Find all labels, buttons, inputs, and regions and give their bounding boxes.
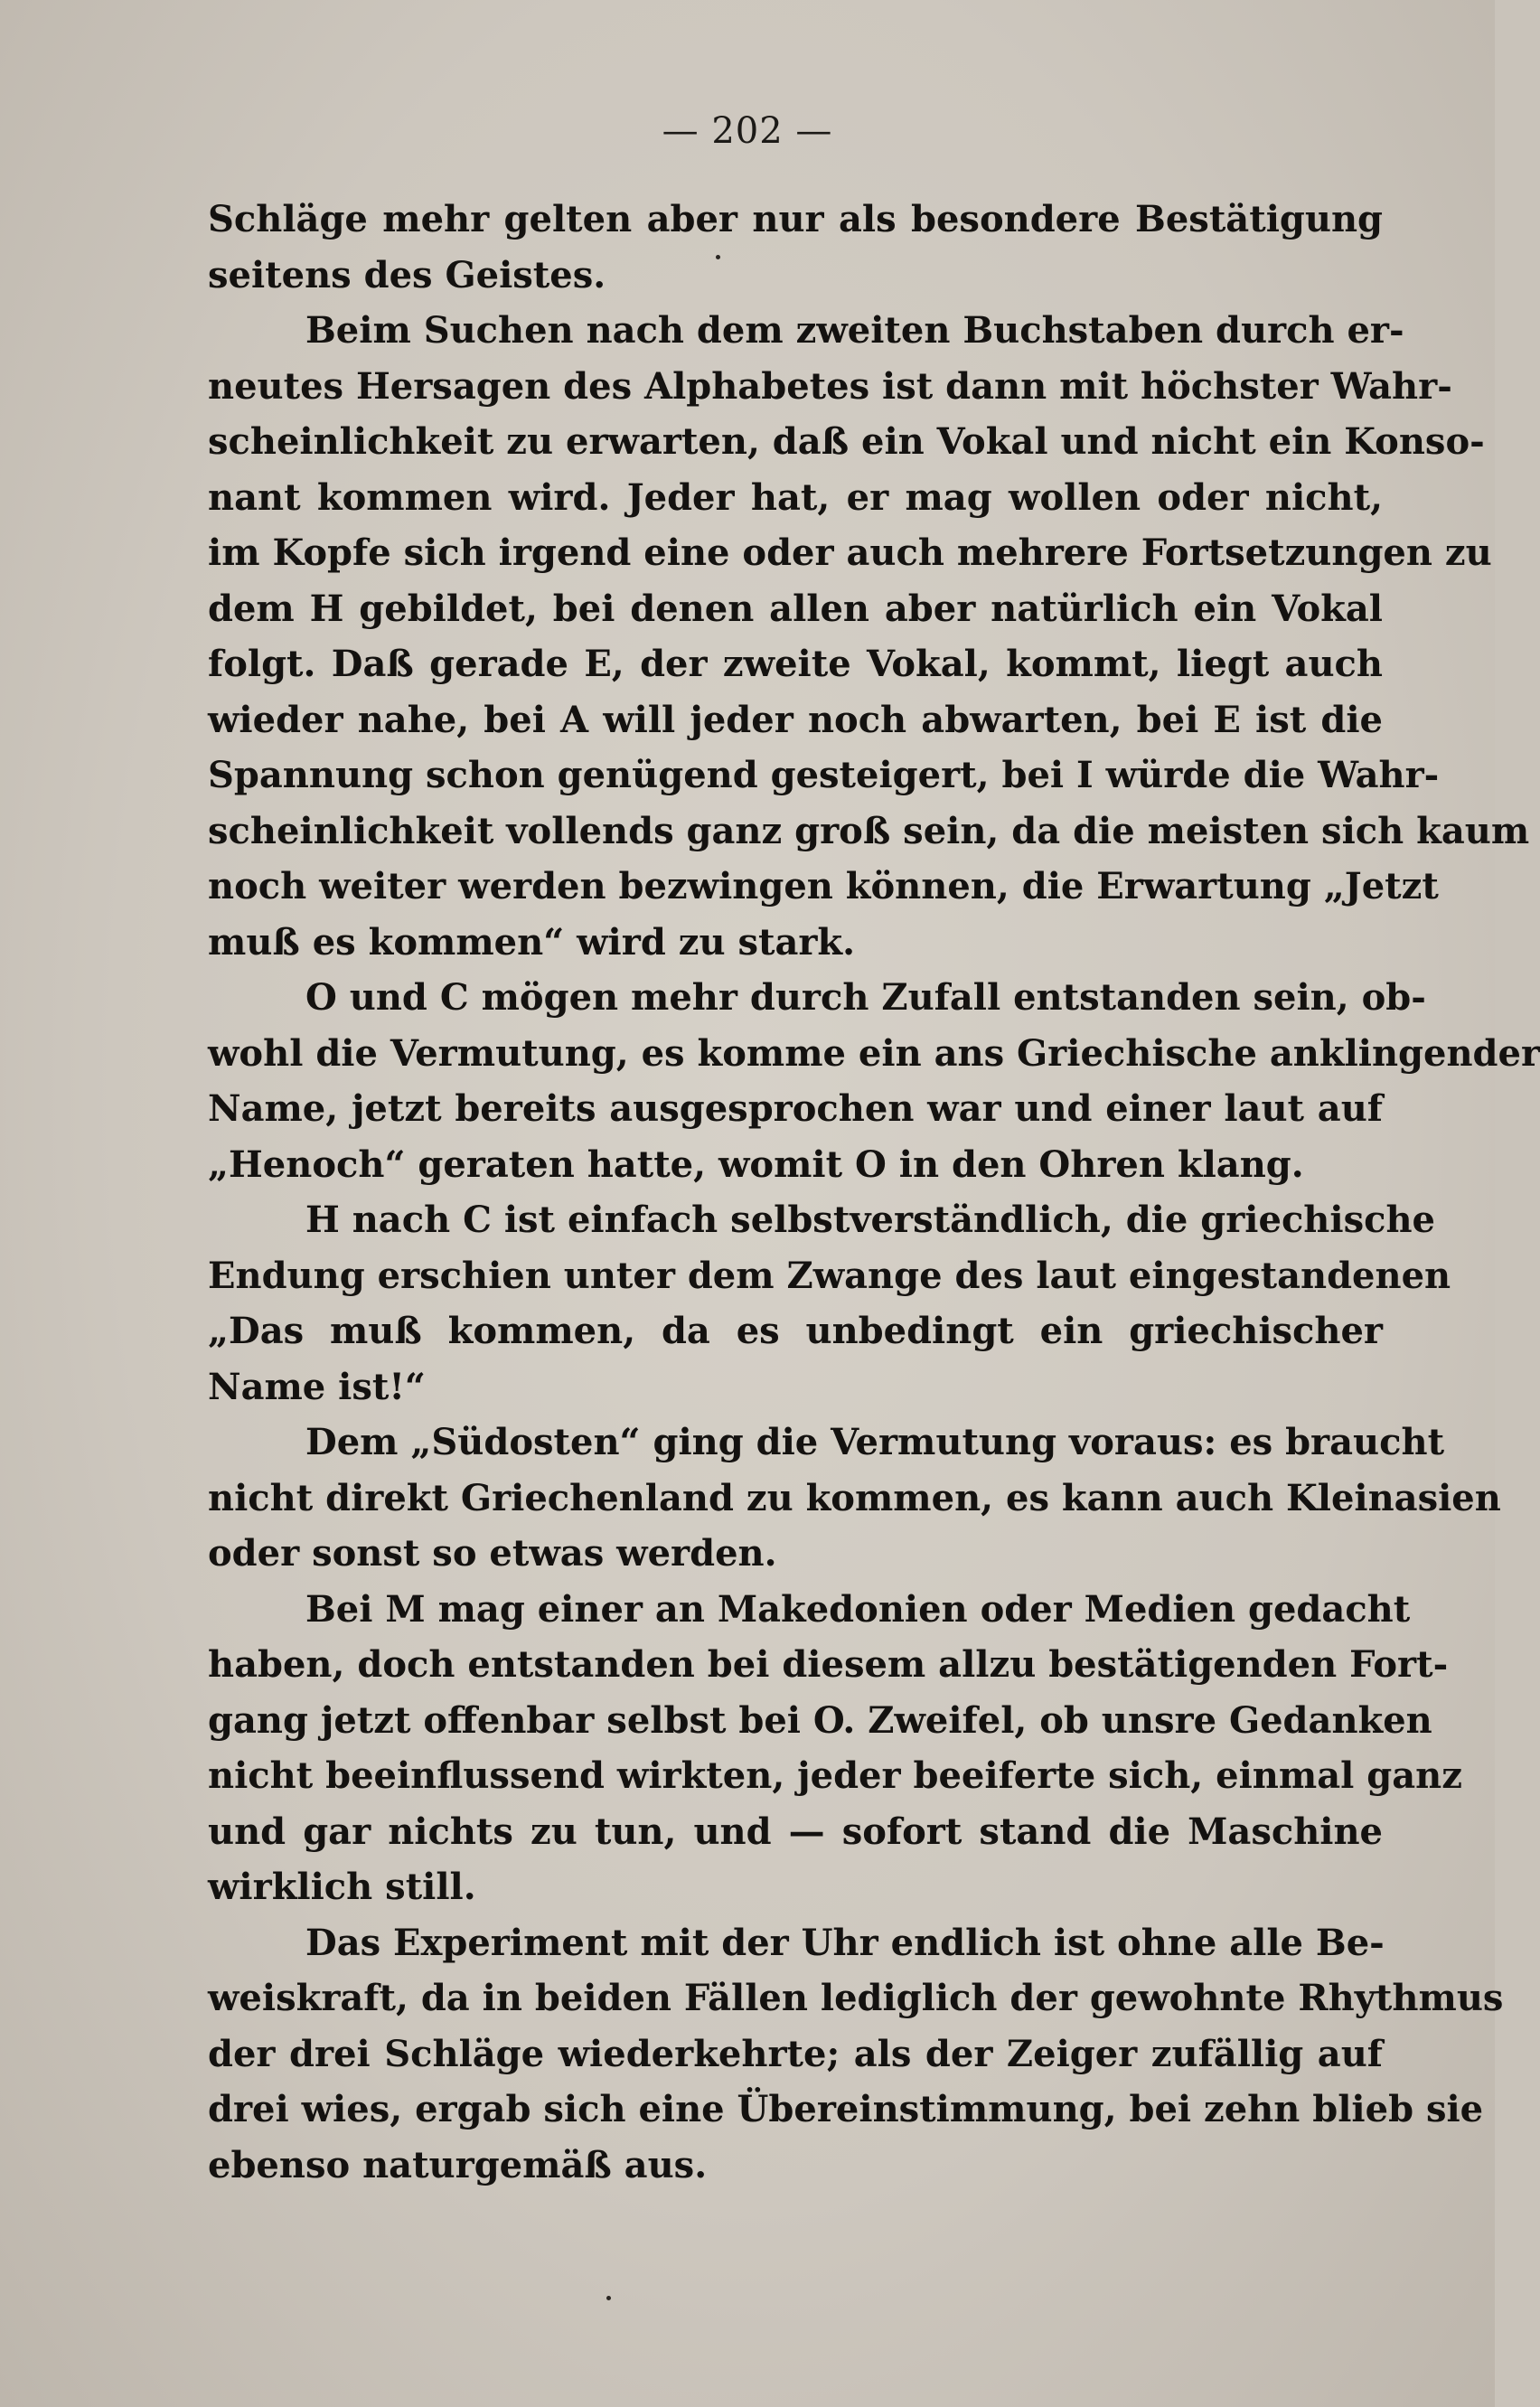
text-line: Das Experiment mit der Uhr endlich ist ohne alle Be- — [305, 1921, 1385, 1964]
text-line: oder sonst so etwas werden. — [208, 1532, 777, 1575]
text-line: muß es kommen“ wird zu stark. — [208, 920, 856, 964]
text-line: neutes Hersagen des Alphabetes ist dann mit höchster Wahr- — [208, 364, 1452, 408]
text-line: folgt. Daß gerade E, der zweite Vokal, kommt, liegt auch — [208, 643, 1383, 685]
text-line: Name ist!“ — [208, 1365, 426, 1408]
text-line: wirklich still. — [208, 1866, 476, 1908]
body-text — [208, 192, 1540, 2193]
paragraph — [208, 1192, 1451, 1415]
paragraph — [208, 1415, 1501, 1582]
text-line: im Kopfe sich irgend eine oder auch mehrere Fortsetzungen zu — [208, 531, 1492, 574]
text-line: „Das muß kommen, da es unbedingt ein griechischer — [208, 1310, 1383, 1352]
paragraph — [208, 1915, 1504, 2194]
text-line: Endung erschien unter dem Zwange des laut eingestandenen — [208, 1254, 1451, 1297]
text-line: Name, jetzt bereits ausgesprochen war und einer laut auf — [208, 1087, 1383, 1130]
text-line: dem H gebildet, bei denen allen aber natürlich ein Vokal — [208, 587, 1383, 630]
text-line: haben, doch entstanden bei diesem allzu bestätigenden Fort- — [208, 1643, 1449, 1686]
text-line: Spannung schon genügend gesteigert, bei I würde die Wahr- — [208, 754, 1440, 796]
text-line: Dem „Südosten“ ging die Vermutung voraus: es braucht — [305, 1421, 1445, 1463]
text-line: nant kommen wird. Jeder hat, er mag wollen oder nicht, — [208, 475, 1383, 519]
page-number: — 202 — — [662, 110, 833, 152]
text-line: ebenso naturgemäß aus. — [208, 2143, 708, 2186]
text-line: Schläge mehr gelten aber nur als besondere Bestätigung — [208, 198, 1383, 240]
text-line: der drei Schläge wiederkehrte; als der Zeiger zufällig auf — [208, 2032, 1383, 2075]
text-line: O und C mögen mehr durch Zufall entstanden sein, ob- — [305, 976, 1426, 1019]
text-line: wohl die Vermutung, es komme ein ans Griechische anklingender — [208, 1031, 1540, 1075]
text-line: Beim Suchen nach dem zweiten Buchstaben durch er- — [305, 309, 1404, 352]
text-line: „Henoch“ geraten hatte, womit O in den Ohren klang. — [208, 1142, 1304, 1186]
text-line: drei wies, ergab sich eine Übereinstimmung, bei zehn blieb sie — [208, 2088, 1484, 2130]
text-line: nicht beeinflussend wirkten, jeder beeiferte sich, einmal ganz — [208, 1754, 1462, 1797]
text-line: scheinlichkeit vollends ganz groß sein, da die meisten sich kaum — [208, 809, 1530, 852]
text-line: weiskraft, da in beiden Fällen lediglich der gewohnte Rhythmus — [208, 1977, 1504, 2019]
text-line: noch weiter werden bezwingen können, die Erwartung „Jetzt — [208, 865, 1439, 907]
paragraph — [208, 192, 1383, 303]
ink-speck — [716, 255, 720, 259]
paragraph — [208, 303, 1530, 970]
ink-speck — [606, 2296, 611, 2300]
text-line: H nach C ist einfach selbstverständlich, die griechische — [305, 1199, 1435, 1241]
text-line: seitens des Geistes. — [208, 253, 606, 296]
text-line: scheinlichkeit zu erwarten, daß ein Vokal und nicht ein Konso- — [208, 420, 1485, 463]
text-line: nicht direkt Griechenland zu kommen, es kann auch Kleinasien — [208, 1476, 1501, 1519]
paragraph — [208, 970, 1540, 1192]
text-line: gang jetzt offenbar selbst bei O. Zweifel, ob unsre Gedanken — [208, 1698, 1432, 1742]
text-line: wieder nahe, bei A will jeder noch abwarten, bei E ist die — [208, 698, 1383, 741]
paragraph — [208, 1582, 1462, 1915]
text-line: und gar nichts zu tun, und — sofort stand die Maschine — [208, 1810, 1383, 1853]
text-line: Bei M mag einer an Makedonien oder Medien gedacht — [305, 1587, 1411, 1631]
